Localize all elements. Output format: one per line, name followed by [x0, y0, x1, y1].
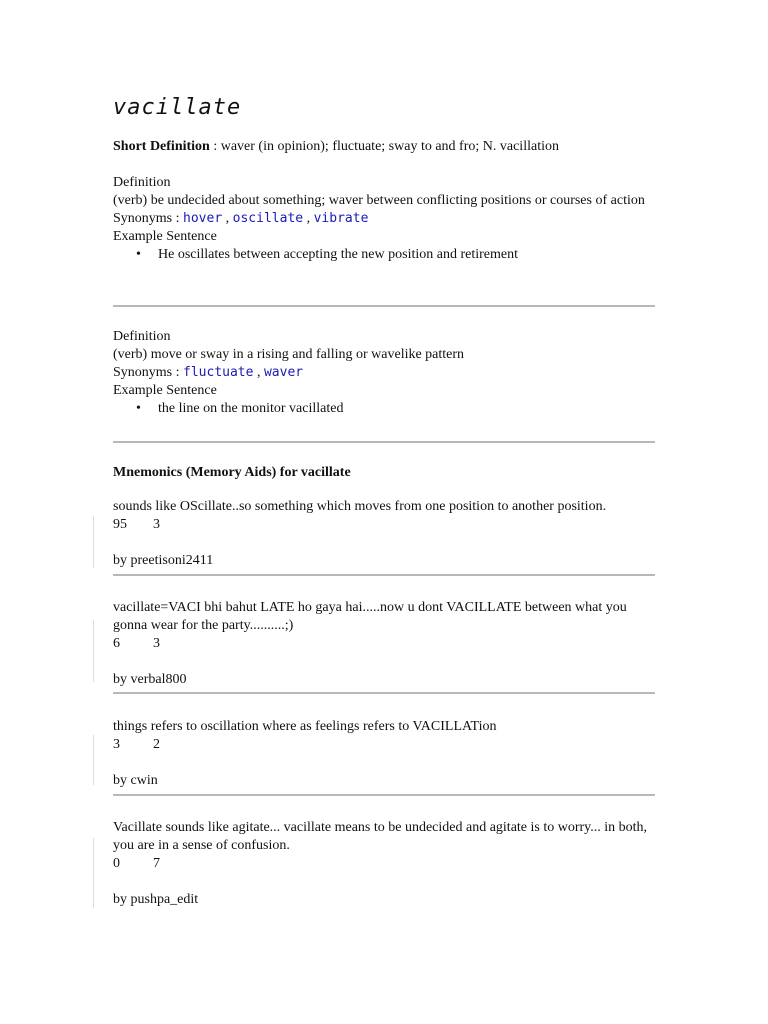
example-sentence: • He oscillates between accepting the new position and retirement — [158, 246, 658, 264]
mnemonic-side-rule — [93, 735, 94, 785]
example-label: Example Sentence — [113, 229, 217, 244]
upvote-count[interactable]: 95 — [113, 517, 127, 532]
downvote-count[interactable]: 7 — [153, 856, 160, 871]
divider — [113, 794, 655, 796]
mnemonic-text: Vacillate sounds like agitate... vacillate means to be undecided and agitate is to worry... in both, you are in a sense of confusion. — [113, 820, 648, 853]
synonyms-label: Synonyms : — [113, 365, 184, 380]
definition-text: (verb) be undecided about something; waver between conflicting positions or courses of action — [113, 193, 645, 208]
mnemonic-item — [113, 718, 658, 790]
mnemonic-text: sounds like OScillate..so something which moves from one position to another position. — [113, 499, 607, 514]
synonyms-label: Synonyms : — [113, 211, 184, 226]
downvote-count[interactable]: 3 — [153, 517, 160, 532]
vote-counts — [113, 516, 658, 534]
synonym-link[interactable]: oscillate — [232, 211, 304, 226]
mnemonic-side-rule — [93, 620, 94, 682]
mnemonic-side-rule — [93, 838, 94, 908]
divider — [113, 305, 655, 307]
downvote-count[interactable]: 3 — [153, 636, 160, 651]
example-sentence: • the line on the monitor vacillated — [158, 400, 658, 418]
upvote-count[interactable]: 0 — [113, 856, 120, 871]
mnemonics-heading: Mnemonics (Memory Aids) for vacillate — [113, 465, 351, 480]
synonym-link[interactable]: fluctuate — [183, 365, 254, 380]
divider — [113, 441, 655, 443]
divider — [113, 692, 655, 694]
definition-text: (verb) move or sway in a rising and falling or wavelike pattern — [113, 347, 465, 362]
upvote-count[interactable]: 6 — [113, 636, 120, 651]
mnemonic-item — [113, 498, 658, 570]
synonyms-line: Synonyms : hover , oscillate , vibrate — [113, 211, 369, 226]
mnemonic-text: vacillate=VACI bhi bahut LATE ho gaya hai.....now u dont VACILLATE between what you gonna wear for the party..........;) — [113, 600, 627, 633]
mnemonic-author[interactable]: by pushpa_edit — [113, 892, 199, 907]
upvote-count[interactable]: 3 — [113, 737, 120, 752]
downvote-count[interactable]: 2 — [153, 737, 160, 752]
synonyms-line: Synonyms : fluctuate , waver — [113, 365, 304, 380]
vote-counts — [113, 635, 658, 653]
vote-counts — [113, 736, 658, 754]
example-list — [113, 246, 658, 264]
example-label: Example Sentence — [113, 383, 217, 398]
mnemonic-author[interactable]: by verbal800 — [113, 672, 187, 687]
synonym-link[interactable]: hover — [183, 211, 223, 226]
short-definition-separator: : — [209, 139, 221, 154]
example-list — [113, 400, 658, 418]
short-definition-text: waver (in opinion); fluctuate; sway to and fro; N. vacillation — [220, 139, 559, 154]
definition-heading: Definition — [113, 329, 171, 344]
mnemonic-author[interactable]: by cwin — [113, 773, 158, 788]
mnemonic-item — [113, 819, 658, 909]
mnemonic-author[interactable]: by preetisoni2411 — [113, 553, 214, 568]
synonym-link[interactable]: vibrate — [313, 211, 369, 226]
synonym-link[interactable]: waver — [263, 365, 304, 380]
vote-counts — [113, 855, 658, 873]
divider — [113, 574, 655, 576]
definition-block-2 — [113, 328, 658, 418]
definition-block-1 — [113, 174, 658, 264]
short-definition — [113, 138, 658, 156]
short-definition-label: Short Definition — [113, 139, 210, 154]
word-title: vacillate — [113, 95, 242, 120]
mnemonic-item — [113, 599, 658, 689]
mnemonic-side-rule — [93, 516, 94, 568]
definition-heading: Definition — [113, 175, 171, 190]
mnemonic-text: things refers to oscillation where as feelings refers to VACILLATion — [113, 719, 497, 734]
